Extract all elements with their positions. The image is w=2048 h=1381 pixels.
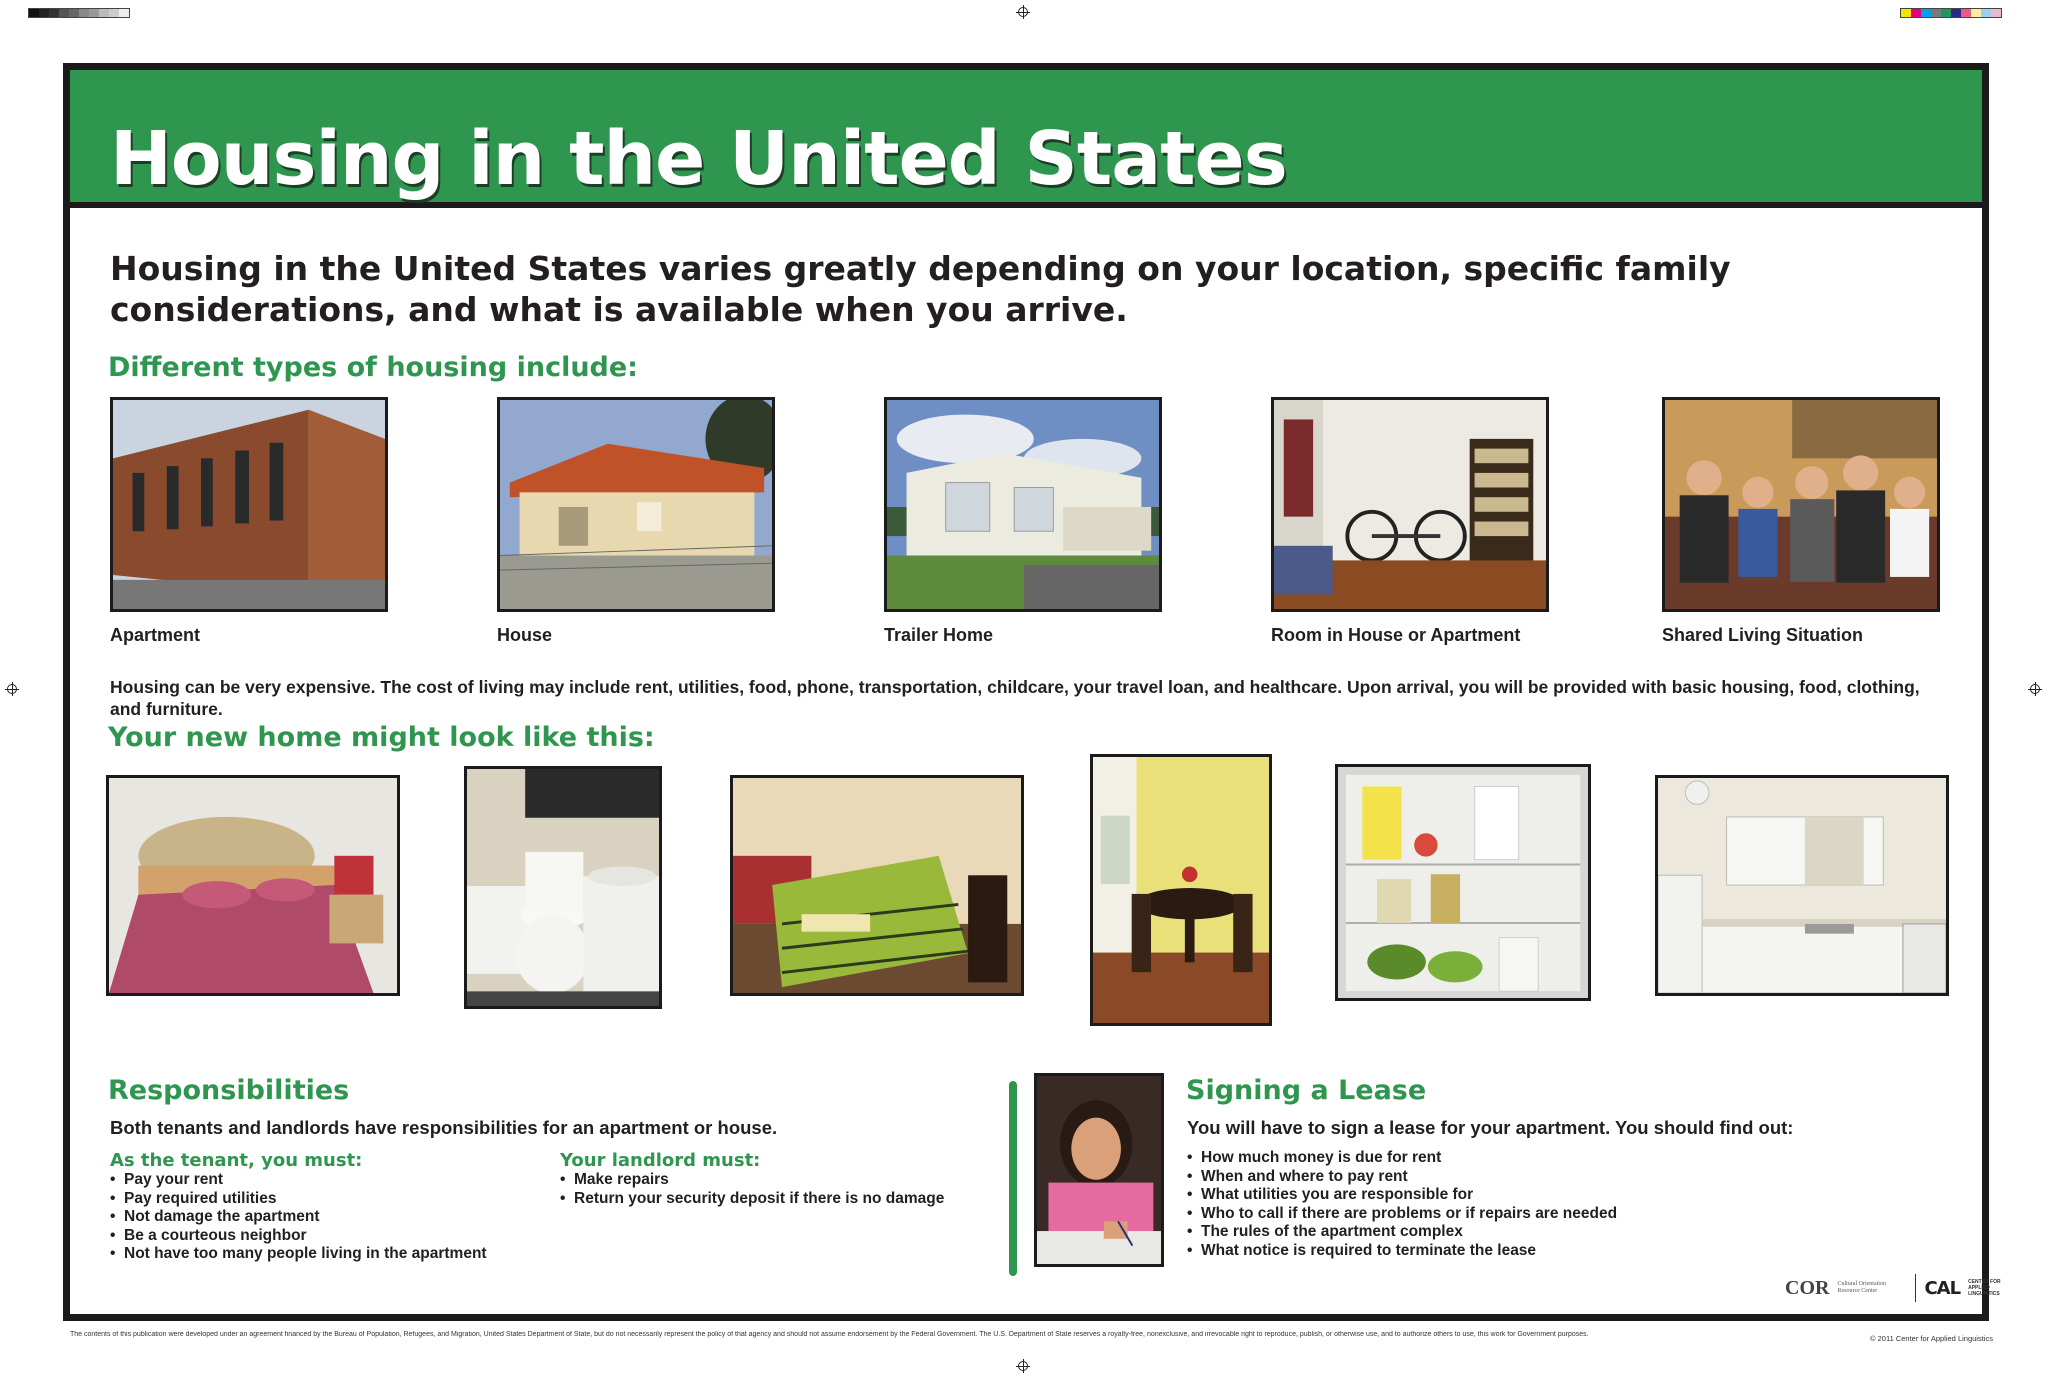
registration-mark-icon [1018, 1361, 1028, 1371]
page-title: Housing in the United States [110, 116, 1287, 202]
bedroom-two-beds-photo [730, 775, 1024, 996]
housing-type-label: Trailer Home [884, 625, 994, 645]
bedroom-photo [106, 775, 400, 996]
bathroom-photo [464, 766, 662, 1009]
cor-logo-subtitle: Cultural Orientation Resource Center [1837, 1281, 1886, 1294]
cal-logo-subtitle: CENTER FOR APPLIED LINGUISTICS [1968, 1279, 2001, 1297]
lease-intro: You will have to sign a lease for your apartment. You should find out: [1187, 1117, 1794, 1138]
list-item: • What utilities you are responsible for [1187, 1186, 1617, 1205]
room-with-bicycle-photo [1271, 397, 1549, 612]
list-item: • The rules of the apartment complex [1187, 1223, 1617, 1242]
list-item: • Make repairs [560, 1171, 944, 1190]
housing-type-label: Apartment [110, 625, 201, 645]
list-item: • Return your security deposit if there is no damage [560, 1190, 944, 1209]
list-item: • When and where to pay rent [1187, 1168, 1617, 1187]
sponsor-logos [1785, 1274, 2008, 1302]
list-item: • How much money is due for rent [1187, 1149, 1617, 1168]
housing-types-heading: Different types of housing include: [108, 352, 638, 383]
list-item: • Pay your rent [110, 1171, 487, 1190]
poster [63, 63, 2001, 1321]
trailer-home-photo [884, 397, 1162, 612]
refrigerator-photo [1335, 764, 1591, 1001]
registration-mark-icon [2030, 684, 2040, 694]
kitchen-photo [1655, 775, 1949, 996]
list-item: • Not damage the apartment [110, 1208, 487, 1227]
tenant-list [110, 1171, 487, 1264]
registration-mark-icon [1018, 7, 1028, 17]
woman-signing-lease-photo [1034, 1073, 1164, 1267]
list-item: • Pay required utilities [110, 1190, 487, 1209]
registration-mark-icon [7, 684, 17, 694]
list-item: • Who to call if there are problems or if repairs are needed [1187, 1205, 1617, 1224]
single-family-house-photo [497, 397, 775, 612]
responsibilities-intro: Both tenants and landlords have responsibilities for an apartment or house. [110, 1117, 778, 1138]
funding-disclaimer: The contents of this publication were developed under an agreement financed by the Bureau of Population, Refugees, and Migration, United States Department of State, but do not necessarily represent the policy of that agency and should not assume endorsement by the Federal Government. The U.S. Department of State reserves a royalty-free, nonexclusive, and irrevocable right to reproduce, publish, or otherwise use, and to authorize others to use, this work for Government purposes. [70, 1331, 1589, 1338]
logo-divider [1915, 1274, 1916, 1302]
dining-nook-photo [1090, 754, 1272, 1026]
housing-type-label: House [497, 625, 553, 645]
brick-apartment-building-photo [110, 397, 388, 612]
grayscale-color-bar [28, 8, 130, 18]
landlord-list [560, 1171, 944, 1208]
copyright: © 2011 Center for Applied Linguistics [1870, 1334, 1993, 1343]
new-home-heading: Your new home might look like this: [108, 722, 655, 753]
cost-of-living-text: Housing can be very expensive. The cost of living may include rent, utilities, food, phone, transportation, childcare, your travel loan, and healthcare. Upon arrival, you will be provided with basic housing, food, clothing, and furniture. [110, 677, 1920, 719]
list-item: • Not have too many people living in the apartment [110, 1245, 487, 1264]
title-banner [70, 70, 1982, 208]
section-divider [1009, 1081, 1017, 1276]
intro-text: Housing in the United States varies greatly depending on your location, specific family considerations, and what is available when you arrive. [110, 249, 1731, 329]
landlord-heading: Your landlord must: [560, 1150, 761, 1171]
cor-logo: COR [1785, 1276, 1830, 1299]
lease-heading: Signing a Lease [1186, 1075, 1427, 1106]
tenant-heading: As the tenant, you must: [110, 1150, 363, 1171]
responsibilities-heading: Responsibilities [108, 1075, 350, 1106]
list-item: • Be a courteous neighbor [110, 1227, 487, 1246]
list-item: • What notice is required to terminate the lease [1187, 1242, 1617, 1261]
cal-logo: CAL [1924, 1277, 1961, 1299]
lease-list [1187, 1149, 1617, 1261]
color-swatch-bar [1900, 8, 2002, 18]
housing-type-label: Room in House or Apartment [1271, 625, 1521, 645]
housing-type-label: Shared Living Situation [1662, 625, 1864, 645]
family-on-sofa-photo [1662, 397, 1940, 612]
